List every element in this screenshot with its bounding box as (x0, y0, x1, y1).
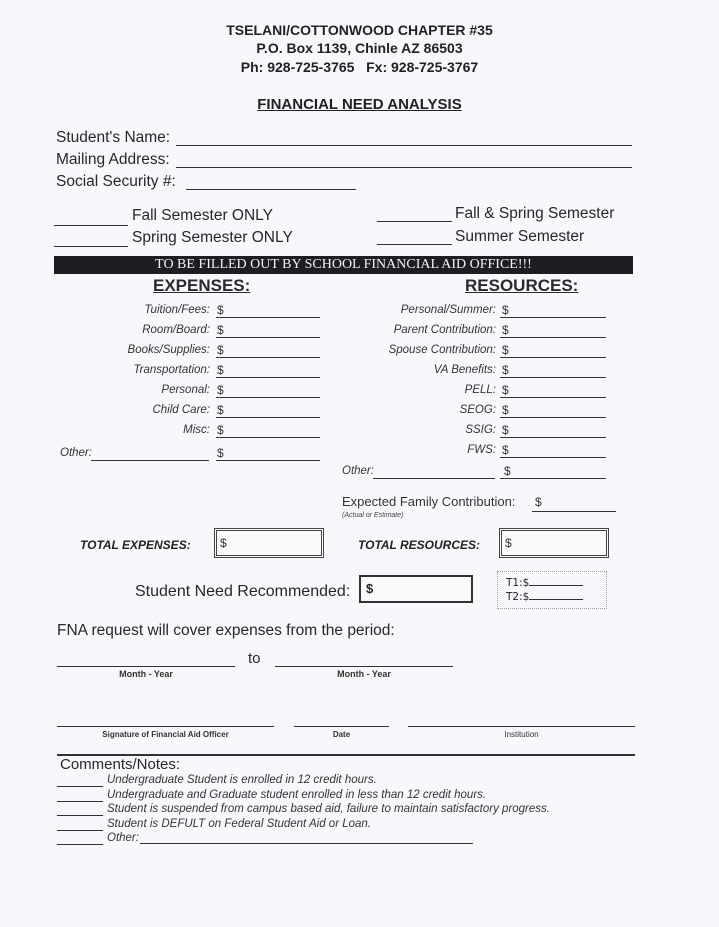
org-name: TSELANI/COTTONWOOD CHAPTER #35 (226, 22, 493, 38)
need-currency: $ (366, 581, 374, 596)
comment-item: Undergraduate and Graduate student enrolled in less than 12 credit hours. (107, 788, 487, 801)
resource-other-name-field[interactable] (373, 478, 495, 479)
period-to-caption: Month - Year (337, 669, 391, 679)
need-recommended-box[interactable] (359, 575, 473, 603)
student-name-label: Student's Name: (56, 129, 171, 146)
efc-note: (Actual or Estimate) (342, 512, 404, 519)
resource-other-currency: $ (504, 464, 511, 478)
resource-currency: $ (502, 303, 509, 317)
expense-currency: $ (217, 383, 224, 397)
resource-other-label: Other: (342, 465, 374, 477)
total-expenses-label: TOTAL EXPENSES: (80, 538, 191, 552)
office-use-banner: TO BE FILLED OUT BY SCHOOL FINANCIAL AID OFFICE!!! (54, 256, 633, 274)
comment-checkline[interactable] (57, 786, 103, 787)
fall-only-checkline[interactable] (54, 225, 128, 226)
fall-only-label: Fall Semester ONLY (132, 207, 273, 224)
summer-checkline[interactable] (377, 244, 452, 245)
comment-checkline[interactable] (57, 830, 103, 831)
t1-label: T1:$ (506, 577, 530, 589)
resource-amount-field[interactable] (500, 417, 606, 418)
officer-signature-caption: Signature of Financial Aid Officer (102, 730, 229, 739)
total-expenses-box[interactable] (214, 528, 324, 558)
expense-currency: $ (217, 363, 224, 377)
resource-label: VA Benefits: (433, 364, 496, 376)
org-fax: Fx: 928-725-3767 (366, 59, 479, 75)
total-resources-label: TOTAL RESOURCES: (358, 538, 481, 552)
resource-label: FWS: (467, 444, 496, 456)
expense-other-amount-field[interactable] (216, 460, 320, 461)
expense-currency: $ (217, 303, 224, 317)
institution-field[interactable] (408, 726, 635, 727)
t2-label: T2:$ (506, 591, 530, 603)
resource-amount-field[interactable] (500, 457, 606, 458)
page-title: FINANCIAL NEED ANALYSIS (257, 96, 462, 113)
resource-currency: $ (502, 343, 509, 357)
resource-currency: $ (502, 363, 509, 377)
summer-label: Summer Semester (455, 228, 585, 245)
comment-checkline[interactable] (57, 801, 103, 802)
resource-label: Personal/Summer: (400, 304, 496, 316)
expense-label: Books/Supplies: (127, 344, 210, 356)
fall-spring-label: Fall & Spring Semester (455, 205, 615, 222)
comment-item: Other: (107, 832, 139, 844)
expense-amount-field[interactable] (216, 337, 320, 338)
expense-currency: $ (217, 343, 224, 357)
institution-caption: Institution (504, 730, 539, 739)
expense-other-label: Other: (60, 447, 92, 459)
expense-label: Transportation: (133, 364, 210, 376)
resource-label: SEOG: (459, 404, 496, 416)
resource-other-amount-field[interactable] (500, 478, 606, 479)
resource-currency: $ (502, 383, 509, 397)
efc-field[interactable] (532, 511, 616, 512)
fall-spring-checkline[interactable] (377, 221, 452, 222)
resource-currency: $ (502, 323, 509, 337)
expense-currency: $ (217, 323, 224, 337)
expenses-heading: EXPENSES: (153, 276, 251, 295)
total-resources-box[interactable] (499, 528, 609, 558)
resource-amount-field[interactable] (500, 397, 606, 398)
period-to-label: to (248, 650, 261, 667)
expense-label: Misc: (183, 424, 210, 436)
expense-amount-field[interactable] (216, 377, 320, 378)
expense-label: Room/Board: (142, 324, 210, 336)
org-address: P.O. Box 1139, Chinle AZ 86503 (256, 40, 463, 56)
total-expenses-currency: $ (220, 536, 227, 550)
need-recommended-label: Student Need Recommended: (135, 583, 351, 600)
total-resources-currency: $ (505, 536, 512, 550)
period-to-field[interactable] (275, 666, 453, 667)
resource-amount-field[interactable] (500, 437, 606, 438)
expense-other-name-field[interactable] (91, 460, 209, 461)
resource-amount-field[interactable] (500, 357, 606, 358)
resource-label: PELL: (464, 384, 496, 396)
date-field[interactable] (294, 726, 389, 727)
resource-currency: $ (502, 423, 509, 437)
org-contact (0, 59, 719, 75)
expense-label: Tuition/Fees: (144, 304, 210, 316)
efc-currency: $ (535, 495, 542, 509)
resource-amount-field[interactable] (500, 337, 606, 338)
expense-amount-field[interactable] (216, 397, 320, 398)
resource-label: Parent Contribution: (393, 324, 496, 336)
term-amounts-box (497, 571, 607, 609)
t1-field[interactable] (529, 585, 583, 586)
mailing-address-field[interactable] (176, 167, 632, 168)
comment-item: Student is suspended from campus based aid, failure to maintain satisfactory progress. (107, 803, 550, 815)
period-from-caption: Month - Year (119, 669, 173, 679)
spring-only-label: Spring Semester ONLY (132, 229, 293, 246)
period-from-field[interactable] (57, 666, 235, 667)
comment-item: Student is DEFULT on Federal Student Aid or Loan. (107, 817, 372, 830)
comment-checkline[interactable] (57, 815, 103, 816)
period-label: FNA request will cover expenses from the period: (57, 622, 395, 639)
comment-checkline[interactable] (57, 844, 103, 845)
resource-label: SSIG: (465, 424, 496, 436)
comments-heading: Comments/Notes: (60, 756, 181, 773)
date-caption: Date (332, 730, 351, 739)
expense-amount-field[interactable] (216, 417, 320, 418)
resource-amount-field[interactable] (500, 377, 606, 378)
expense-other-currency: $ (217, 446, 224, 460)
resource-amount-field[interactable] (500, 317, 606, 318)
resources-heading: RESOURCES: (465, 276, 579, 295)
expense-amount-field[interactable] (216, 317, 320, 318)
expense-label: Child Care: (152, 404, 210, 416)
org-phone: Ph: 928-725-3765 (240, 59, 355, 75)
expense-amount-field[interactable] (216, 437, 320, 438)
resource-currency: $ (502, 403, 509, 417)
expense-label: Personal: (161, 384, 210, 396)
expense-currency: $ (217, 403, 224, 417)
spring-only-checkline[interactable] (54, 246, 128, 247)
ssn-label: Social Security #: (56, 173, 176, 190)
expense-amount-field[interactable] (216, 357, 320, 358)
expense-currency: $ (217, 423, 224, 437)
student-name-field[interactable] (176, 145, 632, 146)
officer-signature-field[interactable] (57, 726, 274, 727)
ssn-field[interactable] (186, 189, 356, 190)
mailing-address-label: Mailing Address: (56, 151, 170, 168)
resource-label: Spouse Contribution: (388, 344, 496, 356)
comment-item: Undergraduate Student is enrolled in 12 credit hours. (107, 774, 377, 786)
efc-label: Expected Family Contribution: (342, 494, 516, 509)
t2-field[interactable] (529, 599, 583, 600)
comment-other-field[interactable] (140, 843, 473, 844)
resource-currency: $ (502, 443, 509, 457)
